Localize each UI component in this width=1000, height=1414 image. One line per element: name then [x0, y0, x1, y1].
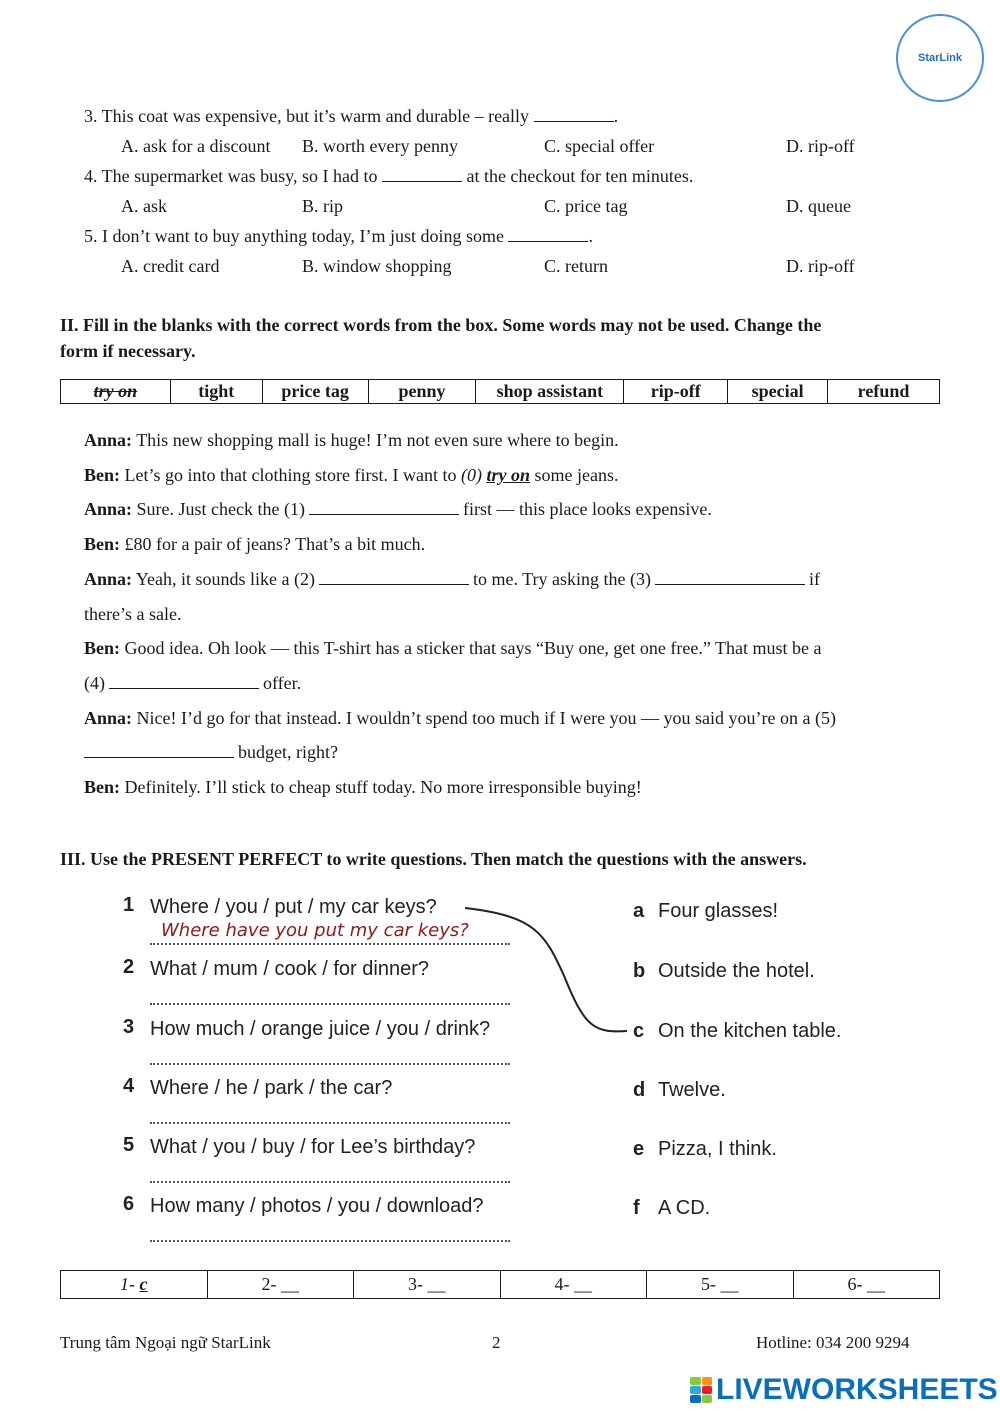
answer-line[interactable] [150, 1240, 510, 1242]
answer-value: __ [281, 1274, 299, 1294]
speaker-ben: Ben: [84, 638, 120, 658]
section-2-title [60, 312, 821, 364]
dialogue-line-6: there’s a sale. [84, 604, 182, 624]
matching-exercise [115, 888, 860, 1250]
answer-option[interactable]: A CD. [658, 1197, 711, 1219]
q4-option-b[interactable]: B. rip [302, 196, 344, 216]
question-number: 1 [123, 894, 135, 916]
liveworksheets-icon [690, 1377, 712, 1403]
speaker-anna: Anna: [84, 499, 133, 519]
answer-option[interactable]: Twelve. [658, 1079, 726, 1101]
section-3-title: III. Use the PRESENT PERFECT to write questions. Then match the questions with the answers. [60, 849, 807, 869]
word-box [60, 379, 940, 404]
speaker-anna: Anna: [84, 569, 133, 589]
dialogue-text: some jeans. [529, 465, 619, 485]
answer-number: 4- [554, 1274, 574, 1294]
footer-page-number: 2 [492, 1333, 501, 1352]
question-number: 2 [123, 956, 135, 978]
logo-text: StarLink [917, 52, 962, 64]
section-2-title-line2: form if necessary. [60, 341, 196, 361]
dialogue-line-9 [84, 708, 836, 729]
dialogue-text: Yeah, it sounds like a (2) [132, 569, 316, 589]
question-5-text: 5. I don’t want to buy anything today, I’m just doing some [84, 226, 509, 246]
speaker-anna: Anna: [84, 430, 133, 450]
q3-option-b[interactable]: B. worth every penny [302, 136, 458, 156]
dialogue-text: budget, right? [238, 742, 338, 762]
answer-option[interactable]: On the kitchen table. [658, 1020, 842, 1042]
answer-value: __ [867, 1274, 885, 1294]
dialogue-line-1 [84, 430, 619, 451]
q4-option-c[interactable]: C. price tag [544, 196, 628, 216]
dialogue-text: Good idea. Oh look — this T-shirt has a sticker that says “Buy one, get one free.” That must be a [120, 638, 822, 658]
q4-option-a[interactable]: A. ask [121, 196, 167, 216]
word-box-item: refund [828, 380, 940, 404]
question-5-stem [84, 226, 593, 247]
example-written-answer: Where have you put my car keys? [161, 920, 469, 941]
answer-value: c [139, 1274, 148, 1294]
answer-table [60, 1270, 940, 1299]
word-try-on: try on [93, 381, 138, 401]
dialogue-text: This new shopping mall is huge! I’m not even sure where to begin. [132, 430, 619, 450]
q5-option-b[interactable]: B. window shopping [302, 256, 452, 276]
example-number: (0) [460, 465, 487, 485]
answer-letter: f [633, 1197, 640, 1219]
answer-number: 3- [408, 1274, 428, 1294]
liveworksheets-watermark [690, 1373, 998, 1407]
dialogue-text: Sure. Just check the (1) [132, 499, 305, 519]
question-prompt: How much / orange juice / you / drink? [150, 1018, 491, 1040]
liveworksheets-text: LIVEWORKSHEETS [716, 1373, 998, 1406]
dialogue-text: if [809, 569, 821, 589]
blank-1[interactable] [309, 499, 459, 515]
dialogue-text: Definitely. I’ll stick to cheap stuff today. No more irresponsible buying! [120, 777, 642, 797]
speaker-ben: Ben: [84, 534, 120, 554]
q3-option-d[interactable]: D. rip-off [786, 136, 855, 156]
question-3-end: . [613, 106, 619, 126]
answer-letter: b [633, 960, 646, 982]
answer-letter: c [633, 1020, 645, 1042]
blank-5[interactable] [84, 742, 234, 758]
answer-line[interactable] [150, 943, 510, 945]
word-box-item [61, 380, 171, 404]
q3-option-a[interactable]: A. ask for a discount [121, 136, 271, 156]
blank-2[interactable] [319, 569, 469, 585]
answer-line[interactable] [150, 1003, 510, 1005]
dialogue-text: £80 for a pair of jeans? That’s a bit much. [120, 534, 426, 554]
answer-letter: a [633, 900, 645, 922]
answer-option[interactable]: Pizza, I think. [658, 1138, 777, 1160]
dialogue-text: Let’s go into that clothing store first. I want to [120, 465, 461, 485]
answer-letter: e [633, 1138, 645, 1160]
q4-option-d[interactable]: D. queue [786, 196, 851, 216]
speaker-anna: Anna: [84, 708, 133, 728]
word-box-item: penny [368, 380, 476, 404]
answer-letter: d [633, 1079, 646, 1101]
question-4-text: 4. The supermarket was busy, so I had to [84, 166, 382, 186]
q5-option-d[interactable]: D. rip-off [786, 256, 855, 276]
answer-number: 1- [120, 1274, 140, 1294]
dialogue-text: Nice! I’d go for that instead. I wouldn’t spend too much if I were you — you said you’re on a (5) [132, 708, 837, 728]
word-box-item: special [728, 380, 828, 404]
question-prompt: What / mum / cook / for dinner? [150, 958, 429, 980]
answer-value: __ [574, 1274, 592, 1294]
dialogue-line-7 [84, 638, 822, 659]
question-number: 5 [123, 1134, 135, 1156]
question-4-stem [84, 166, 693, 187]
answer-cell[interactable] [647, 1271, 794, 1299]
question-prompt: How many / photos / you / download? [150, 1195, 484, 1217]
speaker-ben: Ben: [84, 465, 120, 485]
section-2-title-line1: II. Fill in the blanks with the correct words from the box. Some words may not be used. Change the [60, 315, 822, 335]
dialogue-text: first — this place looks expensive. [462, 499, 712, 519]
answer-cell[interactable] [354, 1271, 501, 1299]
blank-3[interactable] [655, 569, 805, 585]
footer-center-name: Trung tâm Ngoại ngữ StarLink [60, 1333, 271, 1352]
dialogue-text: offer. [263, 673, 302, 693]
question-number: 3 [123, 1016, 135, 1038]
dialogue-line-8 [84, 673, 301, 694]
answer-number: 5- [701, 1274, 721, 1294]
dialogue-line-5 [84, 569, 820, 590]
answer-value: __ [427, 1274, 446, 1294]
question-number: 4 [123, 1075, 135, 1097]
answer-line[interactable] [150, 1122, 510, 1124]
example-answer: try on [486, 465, 530, 485]
question-3-stem [84, 106, 618, 127]
starlink-logo [896, 14, 984, 102]
q3-option-c[interactable]: C. special offer [544, 136, 655, 156]
speaker-ben: Ben: [84, 777, 120, 797]
blank-4[interactable] [109, 673, 259, 689]
question-3-blank[interactable] [534, 106, 614, 122]
q5-option-c[interactable]: C. return [544, 256, 608, 276]
dialogue-line-10 [84, 742, 338, 763]
answer-cell[interactable] [61, 1271, 208, 1299]
dialogue-line-11 [84, 777, 642, 798]
question-5-end: . [588, 226, 593, 246]
answer-option[interactable]: Four glasses! [658, 900, 779, 922]
word-box-item: price tag [262, 380, 368, 404]
footer-hotline: Hotline: 034 200 9294 [756, 1333, 910, 1352]
question-4-end: at the checkout for ten minutes. [461, 166, 694, 186]
dialogue-line-2 [84, 465, 618, 486]
dialogue-line-4 [84, 534, 425, 555]
answer-option[interactable]: Outside the hotel. [658, 960, 815, 982]
answer-number: 6- [847, 1274, 867, 1294]
answer-cell[interactable] [500, 1271, 647, 1299]
answer-line[interactable] [150, 1063, 510, 1065]
word-box-item: tight [170, 380, 262, 404]
answer-cell[interactable] [793, 1271, 940, 1299]
question-prompt: Where / he / park / the car? [150, 1077, 393, 1099]
question-prompt: Where / you / put / my car keys? [150, 896, 437, 918]
question-4-blank[interactable] [382, 166, 462, 182]
question-3-text: 3. This coat was expensive, but it’s warm and durable – really [84, 106, 534, 126]
dialogue-line-3 [84, 499, 712, 520]
dialogue-text: (4) [84, 673, 105, 693]
answer-cell[interactable] [207, 1271, 354, 1299]
answer-value: __ [720, 1274, 739, 1294]
question-5-blank[interactable] [508, 226, 588, 242]
q5-option-a[interactable]: A. credit card [121, 256, 220, 276]
answer-line[interactable] [150, 1181, 510, 1183]
dialogue-text: to me. Try asking the (3) [473, 569, 652, 589]
word-box-item: rip-off [624, 380, 728, 404]
word-box-item: shop assistant [476, 380, 624, 404]
question-number: 6 [123, 1193, 135, 1215]
question-prompt: What / you / buy / for Lee’s birthday? [150, 1136, 476, 1158]
answer-number: 2- [261, 1274, 281, 1294]
